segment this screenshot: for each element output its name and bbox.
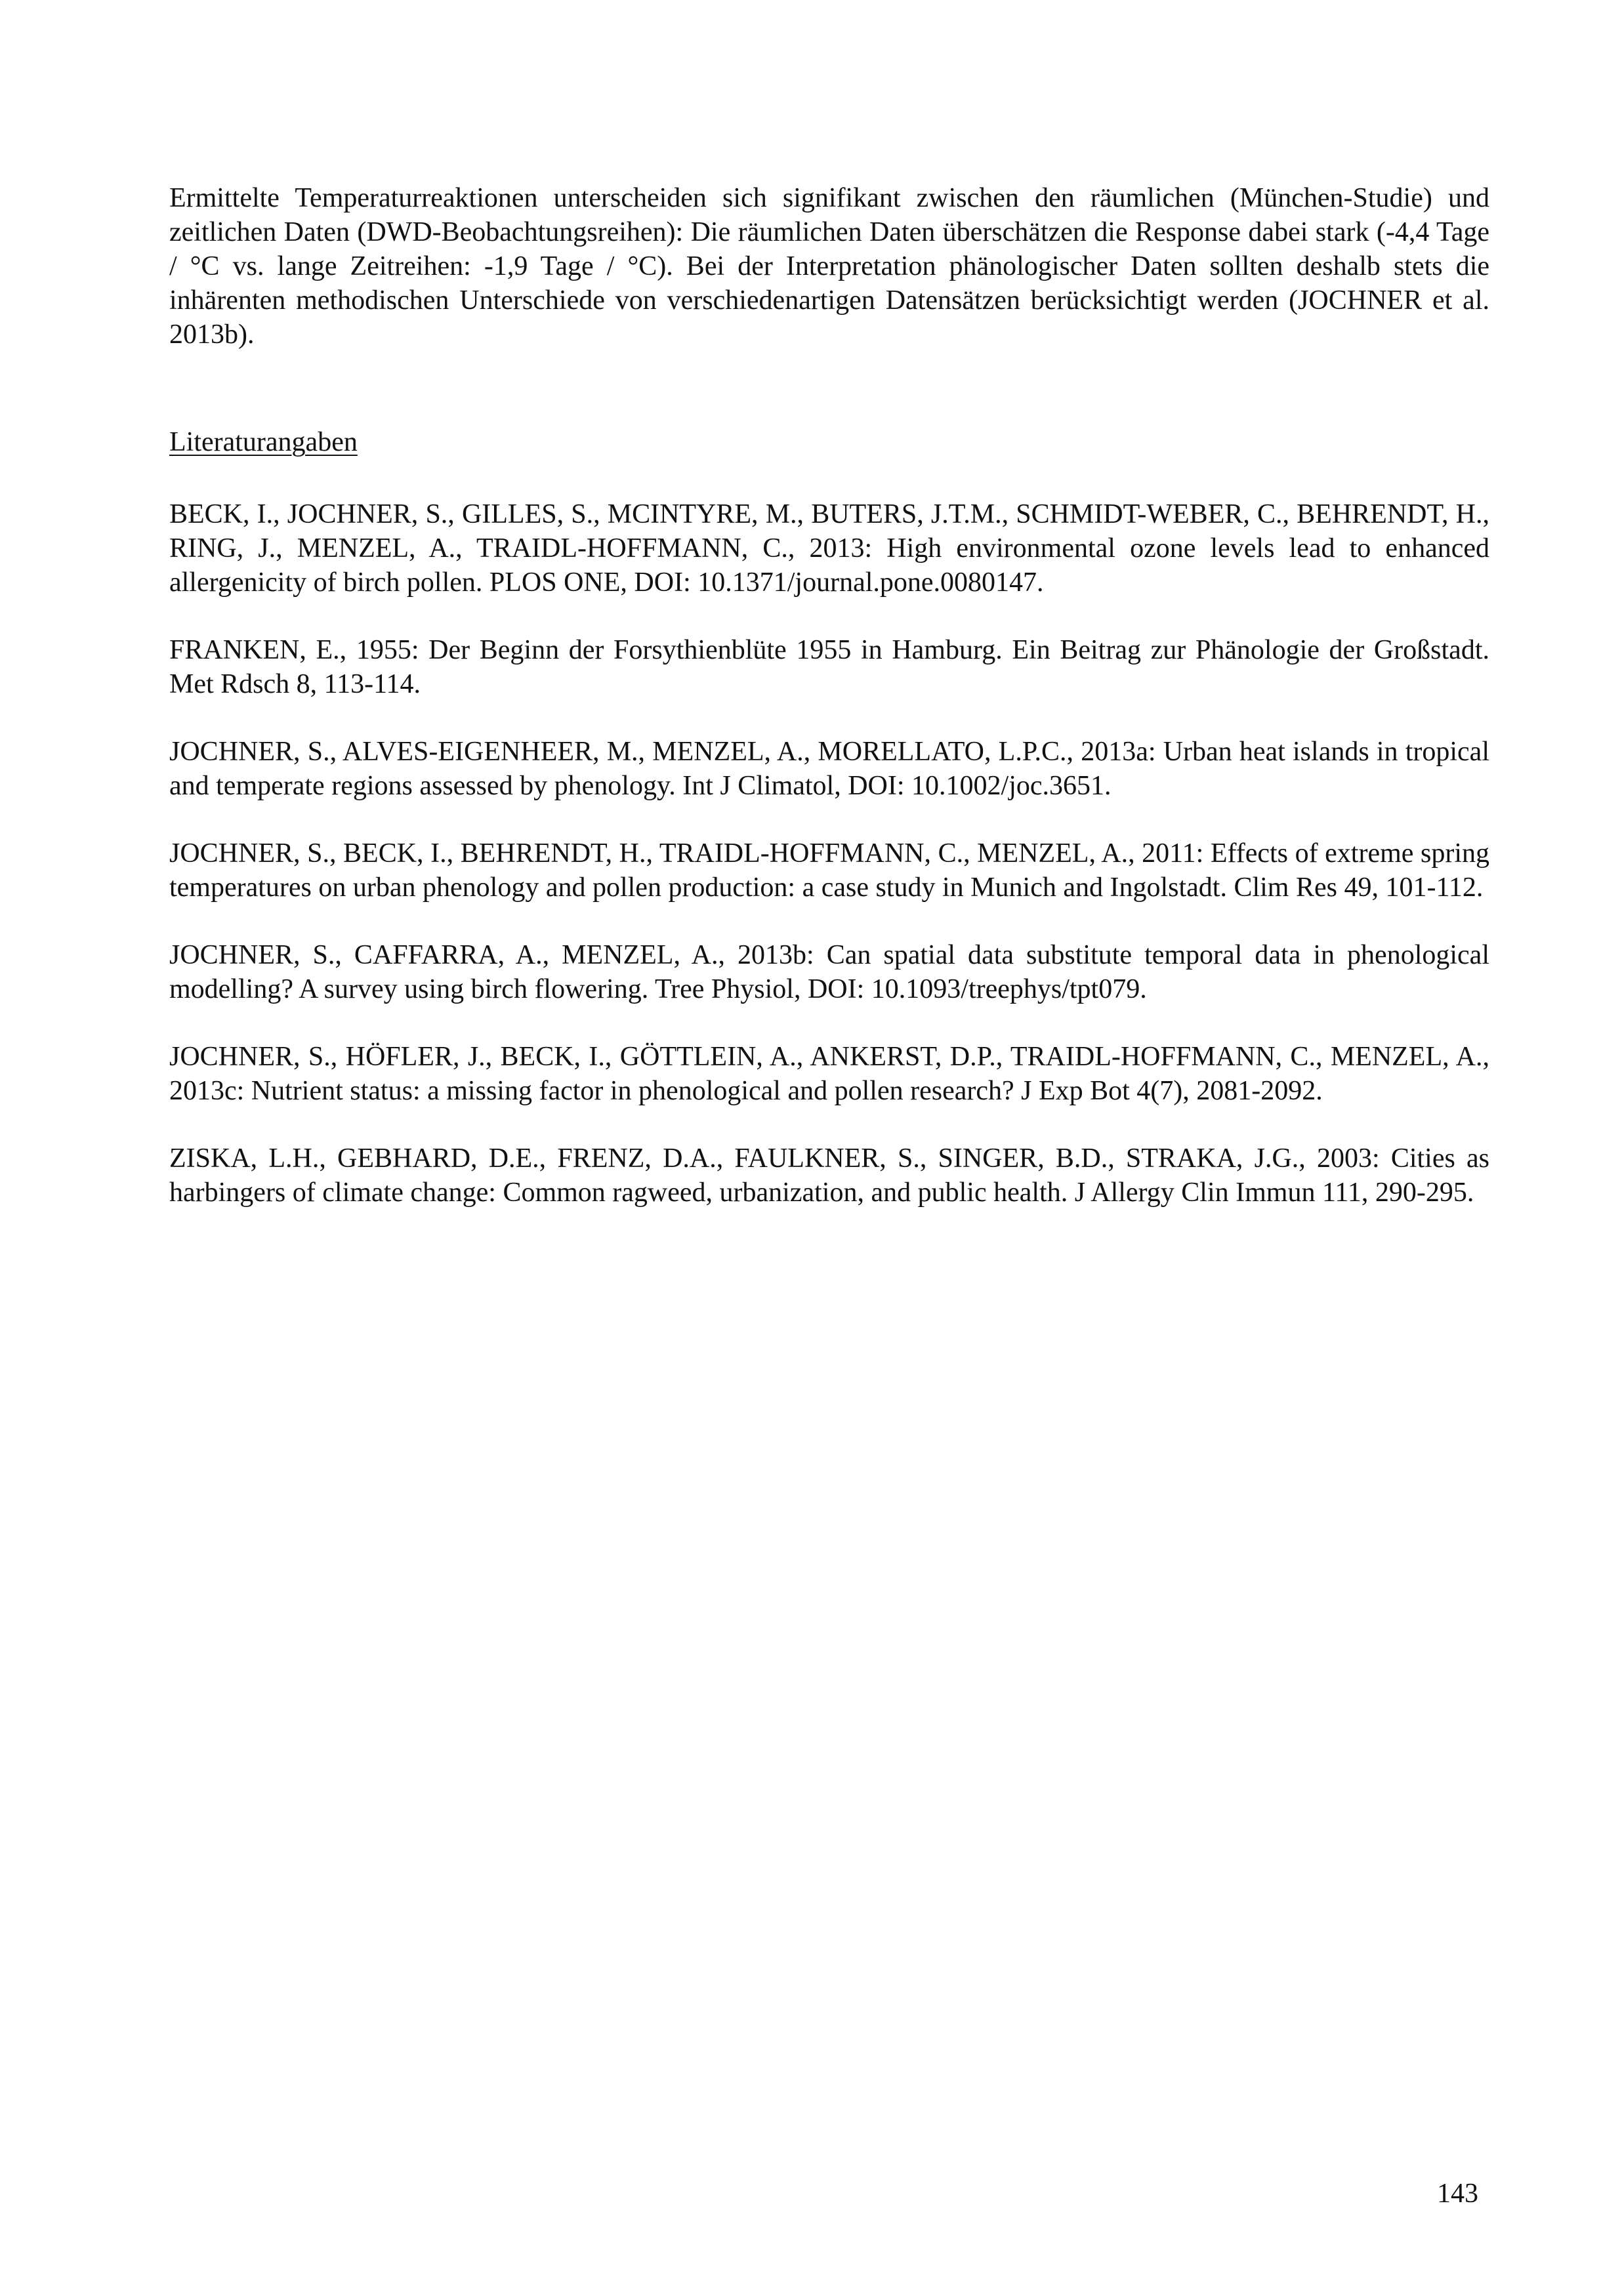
intro-paragraph: Ermittelte Temperaturreaktionen unterscheiden sich signifikant zwischen den räumlichen (München-Studie) und zeitlichen Daten (DWD-Beobachtungsreihen): Die räumlichen Daten überschätzen die Response dabei stark (-4,4 Tage / °C vs. lange Zeitreihen: -1,9 Tage / °C). Bei der Interpretation phänologischer Daten sollten deshalb stets die inhärenten methodischen Unterschiede von verschiedenartigen Datensätzen berücksichtigt werden (JOCHNER et al. 2013b). [169, 183, 1489, 350]
reference-entry: ZISKA, L.H., GEBHARD, D.E., FRENZ, D.A., FAULKNER, S., SINGER, B.D., STRAKA, J.G., 2003: Cities as harbingers of climate change: Common ragweed, urbanization, and public health. J Allergy Clin Immun 111, 290-295. [169, 1143, 1489, 1208]
references-list [169, 497, 1489, 1243]
reference-entry: BECK, I., JOCHNER, S., GILLES, S., MCINTYRE, M., BUTERS, J.T.M., SCHMIDT-WEBER, C., BEHRENDT, H., RING, J., MENZEL, A., TRAIDL-HOFFMANN, C., 2013: High environmental ozone levels lead to enhanced allergenicity of birch pollen. PLOS ONE, DOI: 10.1371/journal.pone.0080147. [169, 499, 1489, 598]
reference-entry: JOCHNER, S., BECK, I., BEHRENDT, H., TRAIDL-HOFFMANN, C., MENZEL, A., 2011: Effects of extreme spring temperatures on urban phenology and pollen production: a case study in Munich and Ingolstadt. Clim Res 49, 101-112. [169, 838, 1489, 903]
references-heading: Literaturangaben [169, 427, 358, 457]
page-number: 143 [1437, 2179, 1478, 2209]
reference-entry: JOCHNER, S., ALVES-EIGENHEER, M., MENZEL, A., MORELLATO, L.P.C., 2013a: Urban heat islands in tropical and temperate regions assessed by phenology. Int J Climatol, DOI: 10.1002/joc.3651. [169, 737, 1489, 801]
reference-entry: FRANKEN, E., 1955: Der Beginn der Forsythienblüte 1955 in Hamburg. Ein Beitrag zur Phänologie der Großstadt. Met Rdsch 8, 113-114. [169, 635, 1489, 699]
reference-entry: JOCHNER, S., CAFFARRA, A., MENZEL, A., 2013b: Can spatial data substitute temporal data in phenological modelling? A survey using birch flowering. Tree Physiol, DOI: 10.1093/treephys/tpt079. [169, 940, 1489, 1004]
reference-entry: JOCHNER, S., HÖFLER, J., BECK, I., GÖTTLEIN, A., ANKERST, D.P., TRAIDL-HOFFMANN, C., MENZEL, A., 2013c: Nutrient status: a missing factor in phenological and pollen research? J Exp Bot 4(7), 2081-2092. [169, 1042, 1489, 1106]
